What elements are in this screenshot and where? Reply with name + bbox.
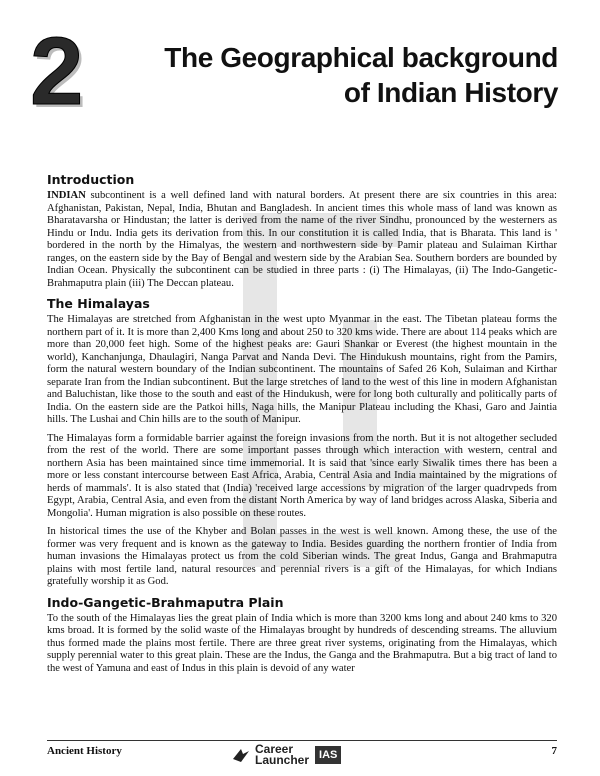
intro-text: subcontinent is a well defined land with natural borders. At present there are six countries in this area: Afghanistan, Pakistan, Nepal, India, Bhutan and Bangladesh. In ancient times this whole mass of land was known as Bharatavarsha or Hindustan; the latter is derived from the name of the river Sindhu, pronounced by the westerners as Hindu or Indu. India gets its derivation from this. In our constitution it is called India, that is Bharata. This land is ' bordered in the north by the Himalyas, the western and northwestern side by Pamir plateau and Sulaiman Kirthar ranges, on the eastern side by the Bay of Bengal and western side by the Arabian Sea. Southern borders are bounded by Indian Ocean. Physically the subcontinent can be studied in three parts : (i) The Himalayas, (ii) The Indo-Gangetic-Brahmaputra plain (iii) The Deccan plateau. [47,190,557,289]
page-content [47,172,557,681]
plain-paragraph-1: To the south of the Himalayas lies the great plain of India which is more than 3200 kms long and about 240 kms to 320 kms broad. It is formed by the solid waste of the Himalayas brought by hundreds of descending streams. The alluvium thus formed made the plains most fertile. There are three great river systems, originating from the Himalayas, which supply perennial water to this great plain. These are the Indus, the Ganga and the Brahmaputra. But a big tract of land to the west of Yamuna and east of Indus in this plain is devoid of any water [47,612,557,674]
himalayas-paragraph-3: In historical times the use of the Khyber and Bolan passes in the west is well known. Among these, the use of the former was very frequent and is known as the gateway to India. Besides guarding the northern frontier of India from human invasions the Himalayas protect us from the cold Siberian winds. The great Indus, Ganga and Brahmaputra plains with most fertile land, natural resources and perennial rivers is a gift of the Himalayas, for which Indians gratefully worship it as God. [47,526,557,587]
intro-paragraph [47,190,557,290]
footer-subject: Ancient History [47,745,122,757]
section-heading-plain: Indo-Gangetic-Brahmaputra Plain [47,594,284,610]
himalayas-paragraph-1: The Himalayas are stretched from Afghanistan in the west upto Myanmar in the east. The Tibetan plateau forms the northern part of it. It is more than 2,400 Kms long and about 250 to 320 kms wide. There are about 114 peaks which are more than 20,000 feet high. Some of the highest peaks are: Gauri Shankar or Everest (the highest mountain in the world), Kanchanjunga, Dhaulagiri, Nanga Parvat and Nanda Devi. The Hindukush mountains, right from the Pamirs, form the natural western boundary of the Indian subcontinent. The mountains of Safed 26 Koh, Sulaiman and Kirthar separate Iran from the Indian subcontinent. But the large stretches of land to the west of this line in modern Afghanistan and Baluchistan, like those to the south and east of the Hindukush, were for long both culturally and politically parts of India. On the eastern side are the Patkoi hills, Naga hills, the Manipur Plateau including the Khasi, Garo and Jaintia hills. The Lushai and Chin hills are to the south of Manipur. [47,314,557,425]
chapter-title-line2: of Indian History [343,77,558,108]
intro-lead-word: INDIAN [47,190,86,201]
section-heading-himalayas: The Himalayas [47,296,150,311]
page-number: 7 [551,745,557,757]
ias-badge: IAS [315,746,341,764]
chapter-number: 2 [30,18,84,125]
logo-line1: Career [255,742,294,756]
chapter-title-line1: The Geographical background [164,42,558,73]
chapter-title [164,40,558,110]
launcher-bird-icon [231,745,251,765]
page-footer [47,740,557,767]
section-heading-introduction: Introduction [47,172,135,187]
career-launcher-logo [231,743,341,767]
logo-line2: Launcher [255,753,310,767]
logo-text [255,744,309,766]
himalayas-paragraph-2: The Himalayas form a formidable barrier against the foreign invasions from the north. But it is not altogether secluded from the rest of the world. There are some important passes through which interaction with western, central and northern Asia has been maintained since time immemorial. It is said that 'since early Siwalik times there has been a more or less constant intercourse between East Africa, Arabia, Central Asia and India maintained by the migrations of herds of mammals'. It is also stated that (India) 'received large accessions by migration of the larger quadrvpeds from Egypt, Arabia, Central Asia, and even from the distant North America by way of land bridges across Alaska, Siberia and Mongolia'. Human migration is also possible on these routes. [47,432,557,519]
